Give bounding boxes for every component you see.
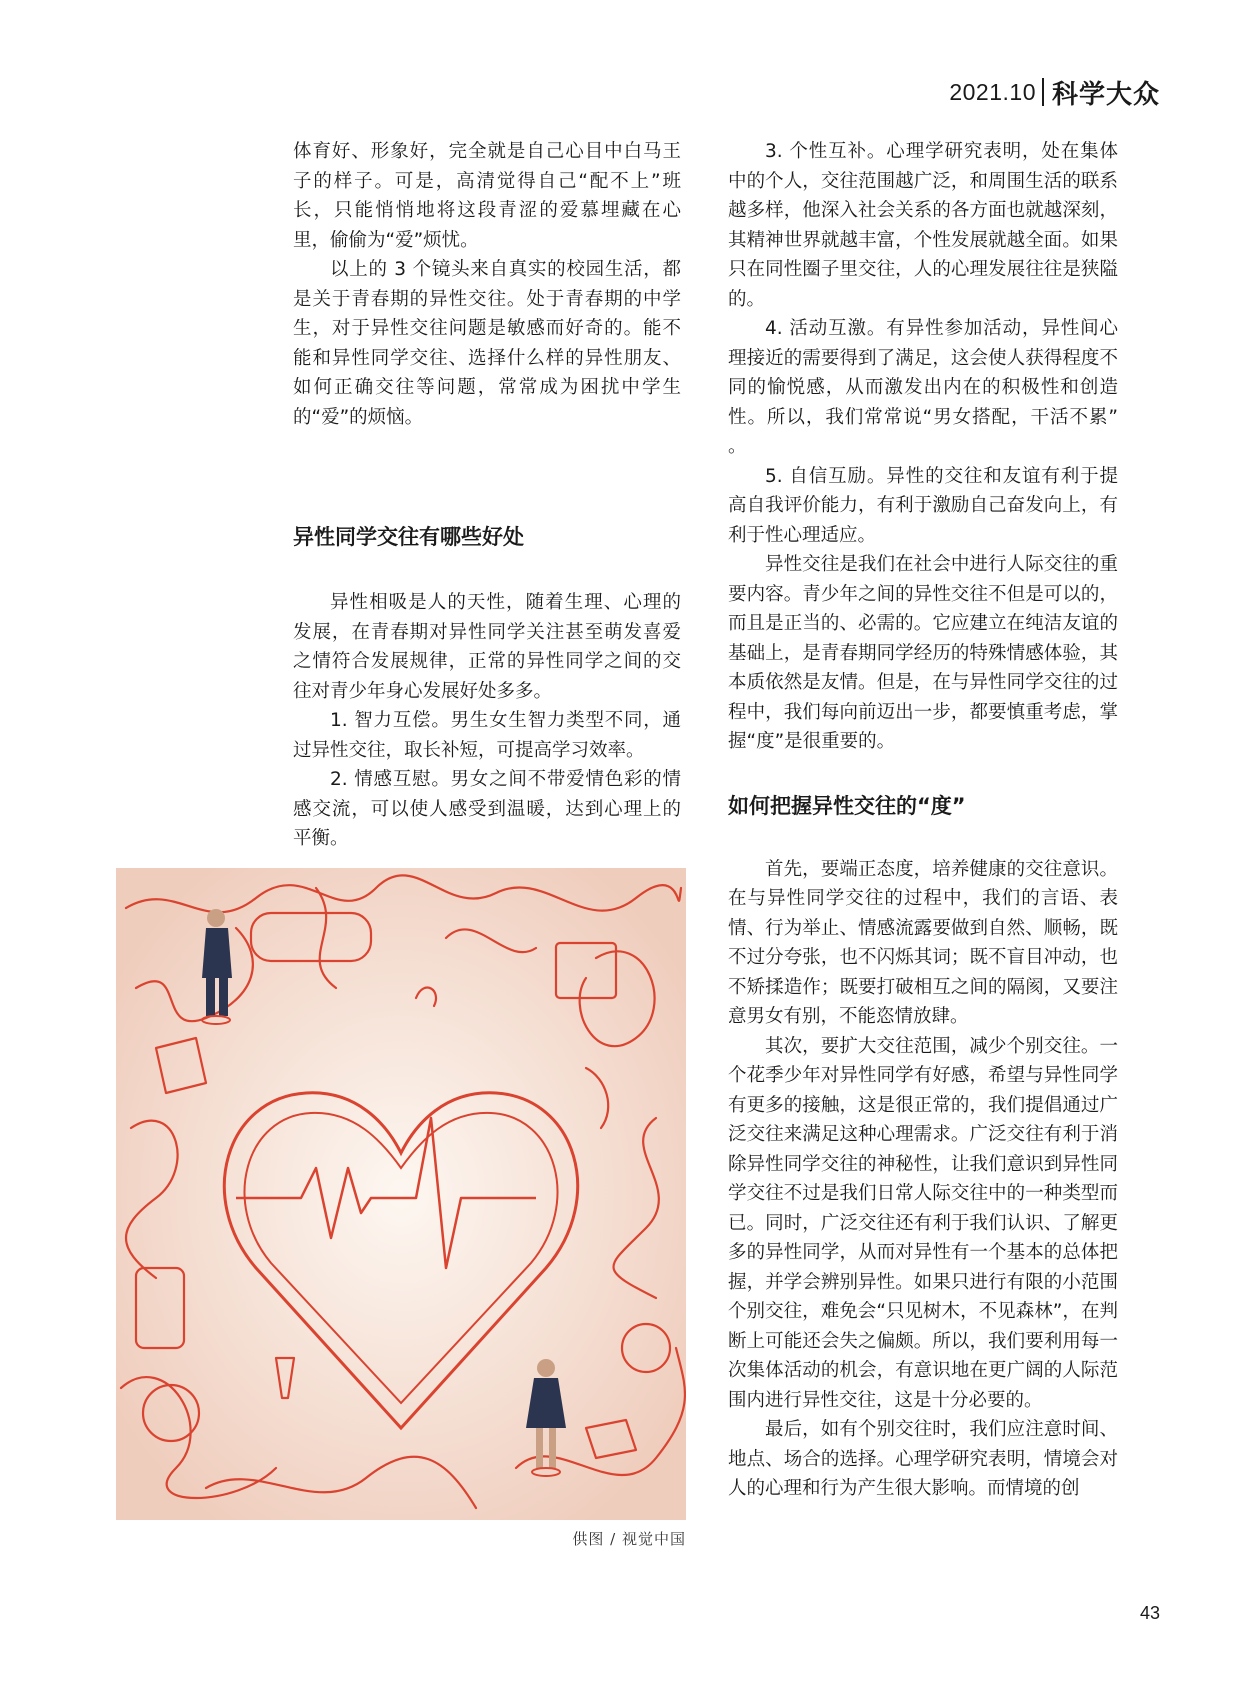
right-column bbox=[728, 137, 1118, 1504]
paragraph: 3. 个性互补。心理学研究表明，处在集体中的个人，交往范围越广泛，和周围生活的联系越多样，他深入社会关系的各方面也就越深刻，其精神世界就越丰富，个性发展就越全面。如果只在同性圈子里交往，人的心理发展往往是狭隘的。 bbox=[728, 141, 1118, 310]
heart-illustration bbox=[116, 868, 686, 1520]
issue-date: 2021.10 bbox=[949, 78, 1036, 105]
paragraph: 以上的 3 个镜头来自真实的校园生活，都是关于青春期的异性交往。处于青春期的中学生，对于异性交往问题是敏感而好奇的。能不能和异性同学交往、选择什么样的异性朋友、如何正确交往等问题，常常成为困扰中学生的“爱”的烦恼。 bbox=[293, 259, 681, 428]
paragraph: 5. 自信互励。异性的交往和友谊有利于提高自我评价能力，有利于激励自己奋发向上，有利于性心理适应。 bbox=[728, 465, 1118, 546]
section-heading: 异性同学交往有哪些好处 bbox=[293, 525, 524, 549]
section-heading: 如何把握异性交往的“度” bbox=[728, 793, 966, 818]
paragraph: 首先，要端正态度，培养健康的交往意识。在与异性同学交往的过程中，我们的言语、表情、行为举止、情感流露要做到自然、顺畅，既不过分夸张，也不闪烁其词；既不盲目冲动，也不矫揉造作；既要打破相互之间的隔阂，又要注意男女有别，不能恣情放肆。 bbox=[728, 858, 1118, 1027]
heart-illustration-svg bbox=[116, 868, 686, 1520]
page-header bbox=[949, 72, 1160, 112]
paragraph: 最后，如有个别交往时，我们应注意时间、地点、场合的选择。心理学研究表明，情境会对人的心理和行为产生很大影响。而情境的创 bbox=[728, 1419, 1118, 1499]
header-divider bbox=[1042, 78, 1044, 106]
left-column bbox=[293, 137, 681, 854]
paragraph: 异性相吸是人的天性，随着生理、心理的发展，在青春期对异性同学关注甚至萌发喜爱之情符合发展规律，正常的异性同学之间的交往对青少年身心发展好处多多。 bbox=[293, 592, 681, 702]
paragraph: 2. 情感互慰。男女之间不带爱情色彩的情感交流，可以使人感受到温暖，达到心理上的平衡。 bbox=[293, 769, 681, 849]
paragraph: 1. 智力互偿。男生女生智力类型不同，通过异性交往，取长补短，可提高学习效率。 bbox=[293, 710, 681, 761]
paragraph: 异性交往是我们在社会中进行人际交往的重要内容。青少年之间的异性交往不但是可以的，而且是正当的、必需的。它应建立在纯洁友谊的基础上，是青春期同学经历的特殊情感体验，其本质依然是友情。但是，在与异性同学交往的过程中，我们每向前迈出一步，都要慎重考虑，掌握“度”是很重要的。 bbox=[728, 554, 1118, 752]
image-caption: 供图 / 视觉中国 bbox=[572, 1530, 686, 1548]
paragraph: 其次，要扩大交往范围，减少个别交往。一个花季少年对异性同学有好感，希望与异性同学有更多的接触，这是很正常的，我们提倡通过广泛交往来满足这种心理需求。广泛交往有利于消除异性同学交往的神秘性，让我们意识到异性同学交往不过是我们日常人际交往中的一种类型而已。同时，广泛交往还有利于我们认识、了解更多的异性同学，从而对异性有一个基本的总体把握，并学会辨别异性。如果只进行有限的小范围个别交往，难免会“只见树木，不见森林”，在判断上可能还会失之偏颇。所以，我们要利用每一次集体活动的机会，有意识地在更广阔的人际范围内进行异性交往，这是十分必要的。 bbox=[728, 1035, 1118, 1411]
page-number: 43 bbox=[1139, 1603, 1160, 1623]
magazine-logo: 科学大众 bbox=[1051, 79, 1160, 110]
paragraph: 4. 活动互激。有异性参加活动，异性间心理接近的需要得到了满足，这会使人获得程度不同的愉悦感，从而激发出内在的积极性和创造性。所以，我们常常说“男女搭配，干活不累” 。 bbox=[728, 318, 1118, 457]
paragraph: 体育好、形象好，完全就是自己心目中白马王子的样子。可是，高清觉得自己“配不上”班长，只能悄悄地将这段青涩的爱慕埋藏在心里，偷偷为“爱”烦忧。 bbox=[293, 141, 681, 251]
